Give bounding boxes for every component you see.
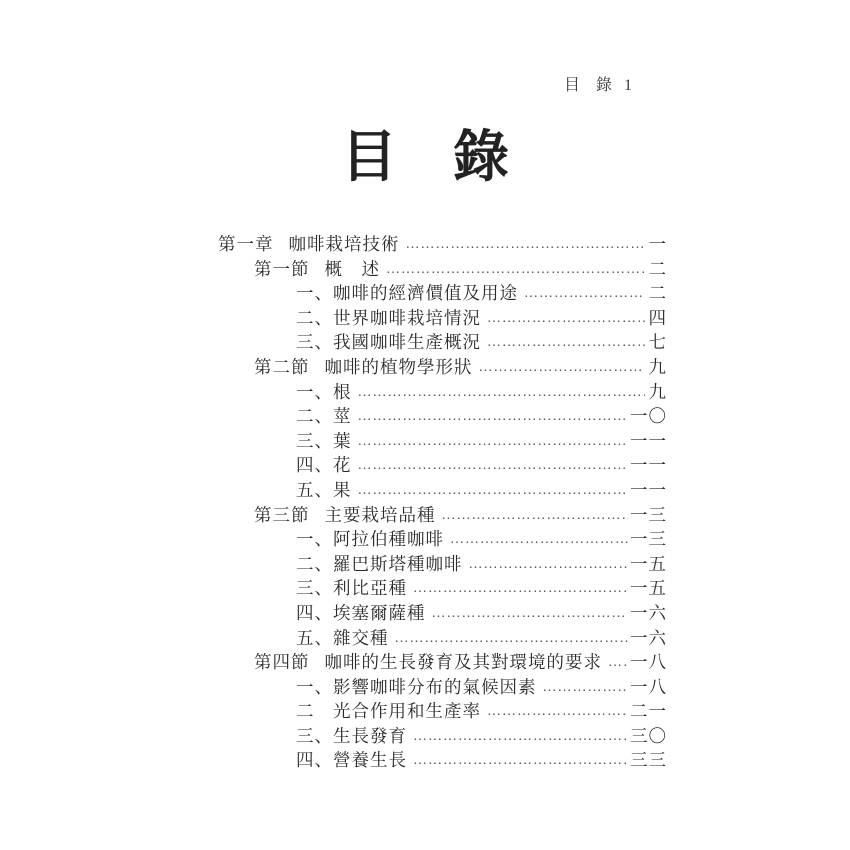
toc-entry-title: 五、果	[296, 479, 352, 500]
toc-dot-leader	[469, 557, 629, 573]
toc-entry	[218, 649, 667, 674]
toc-entry-label: 第三節	[254, 504, 310, 525]
toc-dot-leader	[358, 458, 629, 474]
toc-entry-page: 九	[648, 356, 667, 377]
toc-entry-page: 七	[648, 332, 667, 353]
toc-entry-title: 主要栽培品種	[324, 504, 436, 525]
toc-entry	[218, 551, 667, 576]
toc-entry-page: 二一	[630, 701, 667, 722]
toc-entry	[218, 625, 667, 650]
toc-entry-title: 二 光合作用和生產率	[296, 701, 481, 722]
toc-entry-title: 三、我國咖啡生產概況	[296, 332, 481, 353]
toc-entry-page: 一一	[630, 455, 667, 476]
toc-entry-label: 第一章	[218, 234, 274, 254]
toc-dot-leader	[524, 286, 645, 302]
toc-dot-leader	[413, 729, 628, 745]
toc-entry-page: 一八	[630, 676, 667, 697]
toc-entry	[218, 329, 667, 354]
toc-dot-leader	[413, 753, 628, 769]
toc-entry-title: 咖啡栽培技術	[288, 234, 400, 254]
toc-dot-leader	[406, 237, 646, 253]
toc-entry-page: 一六	[630, 627, 667, 648]
toc-entry	[218, 379, 667, 404]
toc-entry-title: 三、生長發育	[296, 725, 407, 746]
toc-entry-page: 一三	[630, 504, 667, 525]
toc-dot-leader	[358, 434, 629, 450]
toc-entry-title: 一、影響咖啡分布的氣候因素	[296, 676, 537, 697]
toc-entry-label: 第一節	[254, 258, 310, 279]
toc-entry-title: 四、花	[296, 455, 352, 476]
toc-entry-title: 咖啡的植物學形狀	[324, 356, 473, 377]
toc-entry-page: 一一	[630, 479, 667, 500]
toc-dot-leader	[386, 262, 645, 278]
toc-entry-title: 二、羅巴斯塔種咖啡	[296, 553, 463, 574]
page-title: 目 錄	[341, 127, 509, 189]
toc-entry-page: 三三	[630, 750, 667, 771]
toc-dot-leader	[413, 581, 628, 597]
toc-entry-page: 一	[648, 234, 667, 254]
toc-entry-title: 三、葉	[296, 430, 352, 451]
toc-entry-title: 四、營養生長	[296, 750, 407, 771]
toc-entry-page: 一三	[630, 529, 667, 550]
toc-entry	[218, 575, 667, 600]
toc-entry	[218, 305, 667, 330]
toc-entry	[218, 723, 667, 748]
toc-dot-leader	[432, 606, 629, 622]
running-header-page-number: 1	[624, 77, 632, 94]
toc-dot-leader	[358, 483, 629, 499]
toc-dot-leader	[450, 532, 628, 548]
toc-dot-leader	[487, 704, 628, 720]
toc-entry-label: 第二節	[254, 356, 310, 377]
toc-entry-page: 一五	[630, 578, 667, 599]
toc-entry	[218, 747, 667, 772]
toc-dot-leader	[358, 409, 629, 425]
toc-entry	[218, 256, 667, 281]
toc-entry-title: 一、阿拉伯種咖啡	[296, 529, 444, 550]
toc-dot-leader	[479, 360, 646, 376]
toc-dot-leader	[487, 335, 645, 351]
toc-entry	[218, 354, 667, 379]
toc-list	[218, 231, 667, 772]
toc-entry	[218, 698, 667, 723]
toc-entry-title: 二、世界咖啡栽培情況	[296, 307, 481, 328]
toc-entry-page: 二	[648, 283, 667, 304]
toc-dot-leader	[487, 311, 645, 327]
toc-entry-page: 九	[648, 381, 667, 402]
toc-entry	[218, 600, 667, 625]
toc-entry	[218, 231, 667, 256]
toc-entry-title: 四、埃塞爾薩種	[296, 602, 426, 623]
toc-entry-page: 四	[648, 307, 667, 328]
toc-entry	[218, 280, 667, 305]
toc-entry-title: 三、利比亞種	[296, 578, 407, 599]
toc-entry-page: 一一	[630, 430, 667, 451]
toc-entry	[218, 526, 667, 551]
toc-entry-title: 咖啡的生長發育及其對環境的要求	[324, 652, 602, 673]
toc-entry	[218, 428, 667, 453]
toc-entry	[218, 452, 667, 477]
toc-entry-title: 五、雜交種	[296, 627, 389, 648]
running-header-title: 目 錄	[563, 77, 618, 94]
toc-entry-page: 二	[648, 258, 667, 279]
toc-entry-page: 一〇	[630, 406, 667, 427]
toc-entry	[218, 477, 667, 502]
running-header	[564, 72, 632, 95]
toc-entry-page: 一五	[630, 553, 667, 574]
toc-dot-leader	[543, 680, 629, 696]
toc-entry-page: 一八	[630, 652, 667, 673]
toc-entry	[218, 403, 667, 428]
toc-entry-title: 二、莖	[296, 406, 352, 427]
toc-entry-page: 一六	[630, 602, 667, 623]
toc-entry-title: 一、咖啡的經濟價值及用途	[296, 283, 518, 304]
toc-dot-leader	[608, 655, 628, 671]
toc-entry-label: 第四節	[254, 652, 310, 673]
toc-dot-leader	[395, 631, 629, 647]
toc-entry-title: 一、根	[296, 381, 352, 402]
toc-entry-page: 三〇	[630, 725, 667, 746]
toc-entry	[218, 674, 667, 699]
toc-dot-leader	[358, 385, 646, 401]
toc-dot-leader	[442, 508, 629, 524]
toc-entry	[218, 502, 667, 527]
toc-entry-title: 概 述	[324, 258, 380, 279]
